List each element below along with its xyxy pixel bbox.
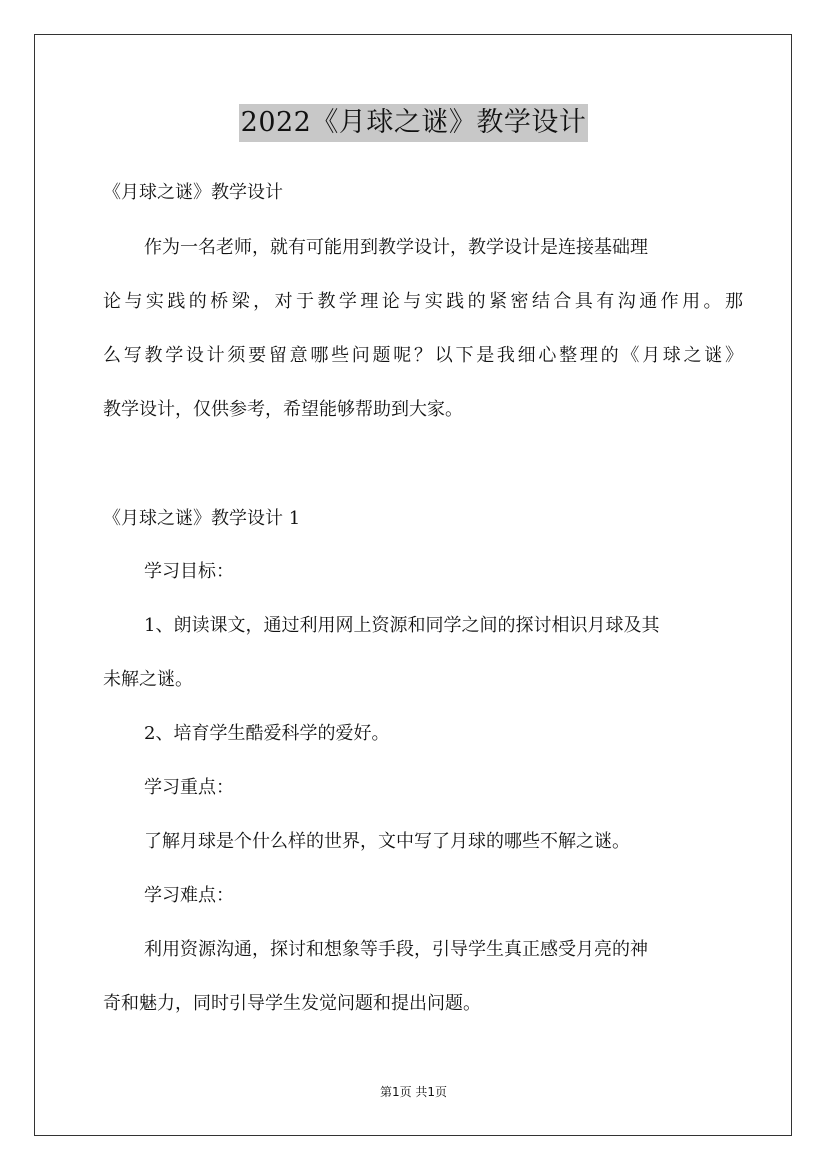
difficulty-line-2: 奇和魅力，同时引导学生发觉问题和提出问题。 [103, 993, 481, 1014]
intro-line-3: 么写教学设计须要留意哪些问题呢？以下是我细心整理的《月球之谜》 [103, 345, 743, 366]
document-title: 2022《月球之谜》教学设计 [239, 104, 589, 142]
intro-line-1: 作为一名老师，就有可能用到教学设计，教学设计是连接基础理 [144, 237, 648, 258]
difficulty-label: 学习难点： [144, 885, 234, 906]
intro-line-4: 教学设计，仅供参考，希望能够帮助到大家。 [103, 399, 463, 420]
intro-line-2: 论与实践的桥梁，对于教学理论与实践的紧密结合具有沟通作用。那 [103, 291, 743, 312]
section-title: 《月球之谜》教学设计 1 [103, 508, 301, 529]
document-heading: 《月球之谜》教学设计 [103, 182, 283, 203]
goal-2: 2、培育学生酷爱科学的爱好。 [144, 723, 390, 744]
key-label: 学习重点： [144, 777, 234, 798]
page-footer: 第1页 共1页 [379, 1085, 448, 1099]
goal-1-line-2: 未解之谜。 [103, 669, 193, 690]
difficulty-line-1: 利用资源沟通，探讨和想象等手段，引导学生真正感受月亮的神 [144, 939, 648, 960]
goals-label: 学习目标： [144, 561, 234, 582]
key-text: 了解月球是个什么样的世界，文中写了月球的哪些不解之谜。 [144, 831, 630, 852]
document-title-container [0, 104, 827, 142]
goal-1-line-1: 1、朗读课文，通过利用网上资源和同学之间的探讨相识月球及其 [144, 615, 660, 636]
